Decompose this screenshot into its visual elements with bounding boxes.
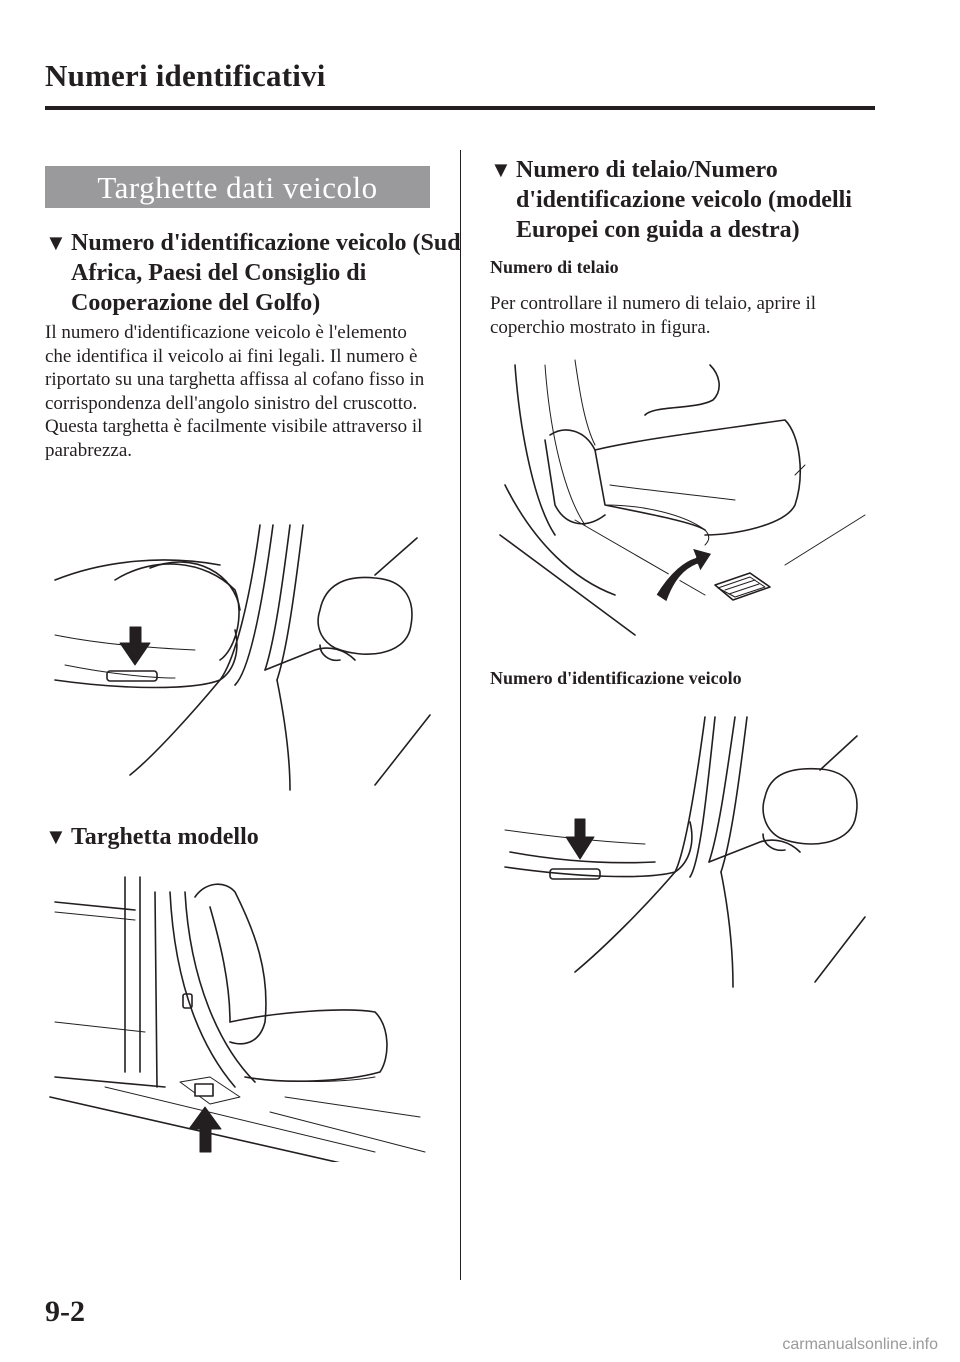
chassis-paragraph: Per controllare il numero di telaio, aprire il coperchio mostrato in figura. — [490, 293, 817, 338]
page-header-title: Numeri identificativi — [45, 58, 326, 93]
chassis-subheading — [490, 155, 906, 245]
plate-subheading — [45, 822, 461, 852]
vin-paragraph: Il numero d'identificazione veicolo è l'elemento che identifica il veicolo ai fini legali. Il numero è riportato su una targhetta affissa al cofano fisso in corrispondenza dell'angolo sinistro del cruscotto. Questa targhetta è facilmente visibile attraverso il parabrezza. — [45, 322, 425, 461]
dashboard-vin-illustration — [45, 520, 435, 795]
chassis-number-label: Numero di telaio — [490, 257, 619, 277]
vin-subheading-text: Numero d'identificazione veicolo (Sud Africa, Paesi del Consiglio di Cooperazione del Golfo) — [71, 230, 461, 316]
down-triangle-icon: ▼ — [45, 824, 67, 849]
dashboard-vin-illustration-right — [495, 712, 875, 997]
section-banner: Targhette dati veicolo — [45, 166, 430, 208]
chassis-cover-illustration — [495, 355, 885, 645]
page-number: 9-2 — [45, 1295, 85, 1328]
vin-label: Numero d'identificazione veicolo — [490, 668, 742, 688]
down-triangle-icon: ▼ — [45, 230, 67, 255]
vin-subheading — [45, 228, 461, 318]
column-divider — [460, 150, 461, 1280]
chassis-subheading-text: Numero di telaio/Numero d'identificazione veicolo (modelli Europei con guida a destra) — [516, 157, 852, 243]
down-triangle-icon: ▼ — [490, 157, 512, 182]
header-rule — [45, 106, 875, 110]
plate-subheading-text: Targhetta modello — [71, 824, 259, 850]
footer-site-watermark: carmanualsonline.info — [782, 1336, 938, 1353]
model-plate-illustration — [45, 872, 435, 1162]
